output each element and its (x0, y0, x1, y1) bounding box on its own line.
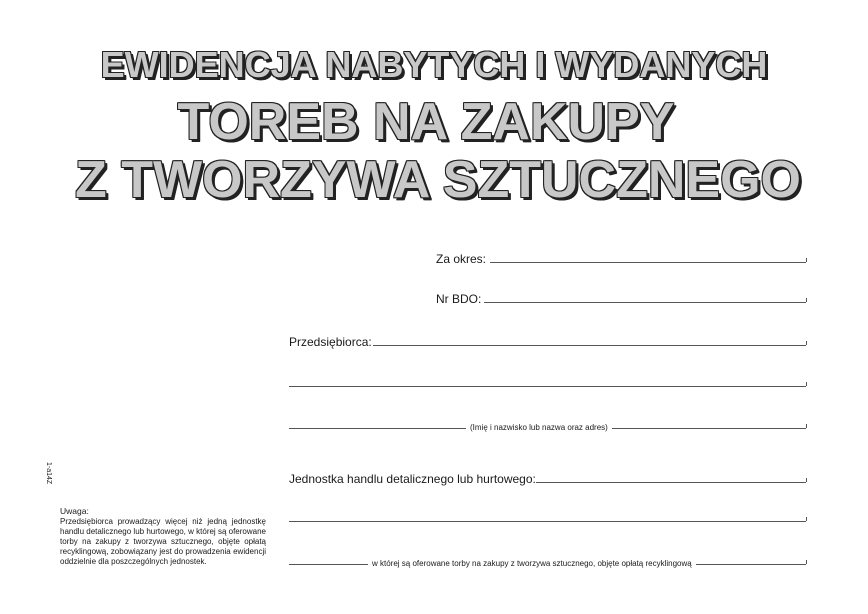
title-line-3: Z TWORZYWA SZTUCZNEGO (75, 151, 801, 209)
bdo-field-end (806, 298, 807, 302)
unit-caption: w której są oferowane torby na zakupy z tworzywa sztucznego, objęte opłatą recyklingową (368, 559, 696, 568)
entrepreneur-field-2[interactable] (289, 386, 806, 387)
unit-field-1[interactable] (536, 482, 806, 483)
form-code: 1-a14Z (45, 462, 52, 485)
line-end (806, 517, 807, 521)
period-field[interactable] (490, 262, 806, 263)
bdo-field[interactable] (484, 302, 806, 303)
line-end (806, 560, 807, 564)
title-line-1: EWIDENCJA NABYTYCH I WYDANYCH (100, 44, 768, 85)
period-label: Za okres: (436, 252, 487, 266)
note-text: Przedsiębiorca prowadzący więcej niż jedną jednostkę handlu detalicznego lub hurtowego, w której są oferowane torby na zakupy z tworzywa sztucznego, objęte opłatą recyklingową, zobowiązany jest do prowadzenia ewidencji oddzielnie dla poszczególnych jednostek. (60, 517, 266, 566)
period-field-end (806, 258, 807, 262)
note-title: Uwaga: (60, 506, 89, 516)
unit-field-2[interactable] (289, 521, 806, 522)
line-end (806, 382, 807, 386)
entrepreneur-label: Przedsiębiorca: (289, 335, 372, 349)
title-line-2: TOREB NA ZAKUPY (177, 93, 675, 151)
bdo-label: Nr BDO: (436, 292, 482, 306)
line-end (806, 478, 807, 482)
unit-label: Jednostka handlu detalicznego lub hurtowego: (289, 472, 536, 486)
entrepreneur-field-1[interactable] (373, 345, 806, 346)
entrepreneur-caption: (Imię i nazwisko lub nazwa oraz adres) (466, 423, 612, 432)
line-end (806, 424, 807, 428)
line-end (806, 341, 807, 345)
